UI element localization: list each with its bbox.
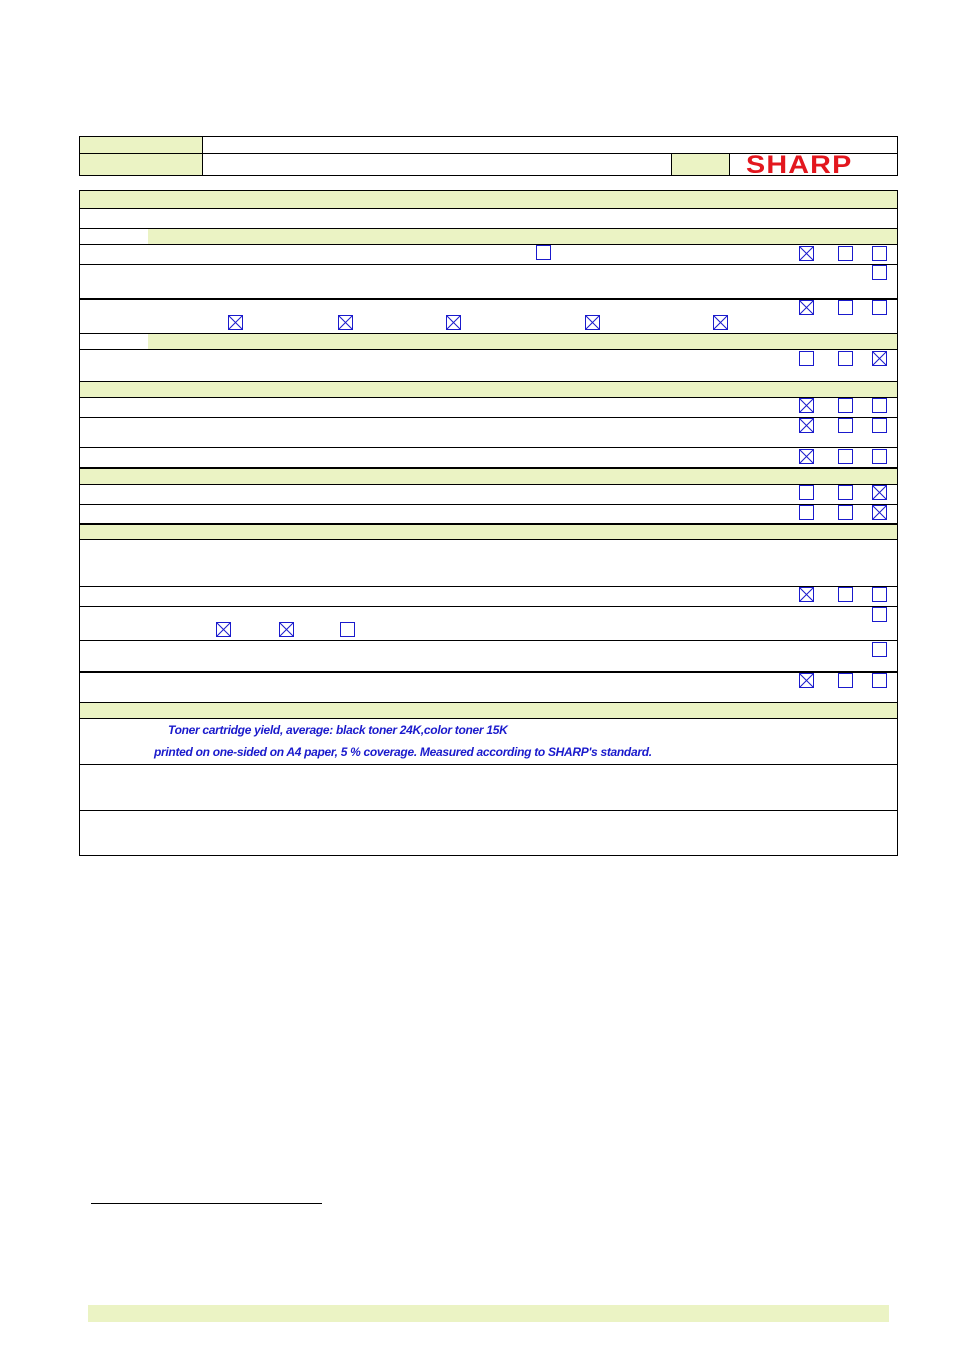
checkbox-row9-yes[interactable]	[799, 505, 814, 520]
checkbox-row3-opt1[interactable]	[228, 315, 243, 330]
sharp-logo: SHARP	[746, 151, 853, 179]
checkbox-row3-no[interactable]	[872, 300, 887, 315]
checkbox-row8-yes[interactable]	[799, 485, 814, 500]
checkbox-row8-na[interactable]	[838, 485, 853, 500]
checkbox-row11-opt3[interactable]	[340, 622, 355, 637]
checkbox-row4-na[interactable]	[838, 351, 853, 366]
checkbox-row13-yes[interactable]	[799, 673, 814, 688]
checkbox-row3-opt5[interactable]	[713, 315, 728, 330]
header-label-cell-3	[672, 154, 729, 175]
checkbox-row1-yes[interactable]	[799, 246, 814, 261]
header-block	[79, 136, 898, 179]
checkbox-row11-no[interactable]	[872, 607, 887, 622]
section-bar-6	[80, 524, 897, 539]
note-line-1: Toner cartridge yield, average: black toner 24K,color toner 15K	[168, 723, 508, 737]
checkbox-row3-na[interactable]	[838, 300, 853, 315]
checkbox-row7-no[interactable]	[872, 449, 887, 464]
checkbox-row4-yes[interactable]	[799, 351, 814, 366]
checkbox-row6-na[interactable]	[838, 418, 853, 433]
checkbox-row3-opt4[interactable]	[585, 315, 600, 330]
footnote-rule	[91, 1203, 322, 1204]
checkbox-row6-yes[interactable]	[799, 418, 814, 433]
checkbox-row9-no[interactable]	[872, 505, 887, 520]
checkbox-row8-no[interactable]	[872, 485, 887, 500]
footer-band	[88, 1305, 889, 1322]
checkbox-row7-yes[interactable]	[799, 449, 814, 464]
checkbox-row10-na[interactable]	[838, 587, 853, 602]
checkbox-row7-na[interactable]	[838, 449, 853, 464]
section-bar-1	[80, 191, 897, 208]
main-form	[79, 190, 898, 856]
header-label-cell-1	[80, 137, 202, 153]
checkbox-row13-no[interactable]	[872, 673, 887, 688]
checkbox-row13-na[interactable]	[838, 673, 853, 688]
header-label-cell-2	[80, 154, 202, 175]
checkbox-row9-na[interactable]	[838, 505, 853, 520]
checkbox-row1-mid[interactable]	[536, 245, 551, 260]
section-bar-4	[80, 381, 897, 397]
checkbox-row6-no[interactable]	[872, 418, 887, 433]
checkbox-row5-na[interactable]	[838, 398, 853, 413]
checkbox-row3-opt2[interactable]	[338, 315, 353, 330]
checkbox-row1-no[interactable]	[872, 246, 887, 261]
section-bar-3	[148, 333, 897, 349]
checkbox-row11-opt2[interactable]	[279, 622, 294, 637]
checkbox-row12-no[interactable]	[872, 642, 887, 657]
checkbox-row10-yes[interactable]	[799, 587, 814, 602]
checkbox-row11-opt1[interactable]	[216, 622, 231, 637]
checkbox-row5-no[interactable]	[872, 398, 887, 413]
section-bar-2	[148, 228, 897, 244]
checkbox-row1-na[interactable]	[838, 246, 853, 261]
note-line-2: printed on one-sided on A4 paper, 5 % coverage. Measured according to SHARP's standard.	[154, 745, 652, 759]
checkbox-row10-no[interactable]	[872, 587, 887, 602]
checkbox-row5-yes[interactable]	[799, 398, 814, 413]
section-bar-5	[80, 469, 897, 484]
checkbox-row3-yes[interactable]	[799, 300, 814, 315]
checkbox-row2-no[interactable]	[872, 265, 887, 280]
section-bar-7	[80, 702, 897, 718]
checkbox-row3-opt3[interactable]	[446, 315, 461, 330]
checkbox-row4-no[interactable]	[872, 351, 887, 366]
